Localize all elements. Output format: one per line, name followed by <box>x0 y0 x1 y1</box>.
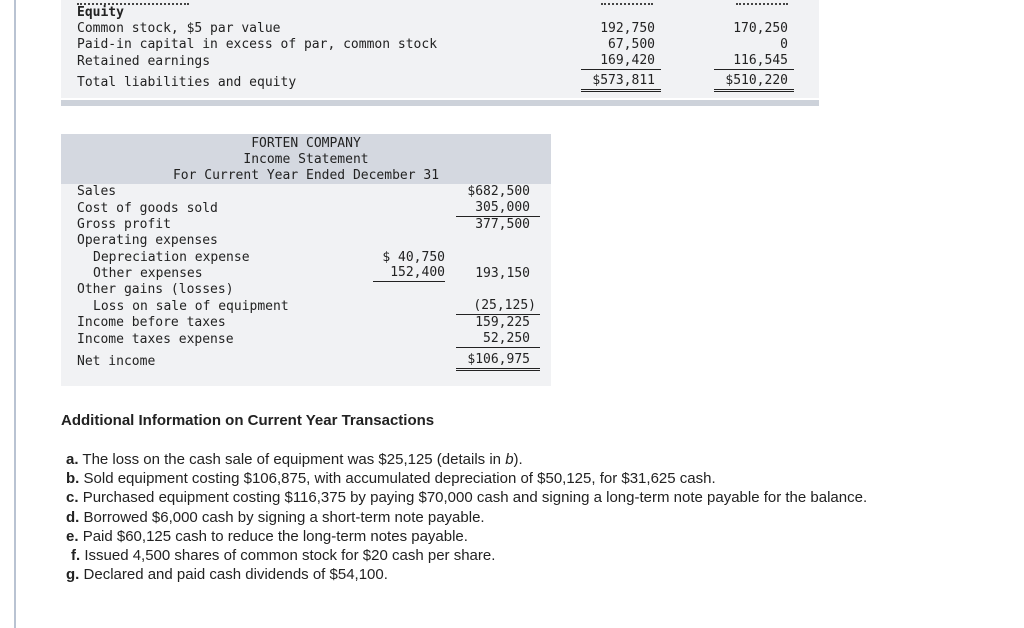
income-row-amount: 377,500 <box>475 217 530 232</box>
equity-section <box>61 0 819 98</box>
equity-heading: Equity <box>77 5 124 20</box>
income-row-label: Gross profit <box>77 217 171 232</box>
income-row-sub-amount: $ 40,750 <box>382 250 445 265</box>
income-row-sub-amount: 152,400 <box>373 265 445 282</box>
income-row-amount <box>456 298 540 315</box>
info-ref: b <box>505 451 514 468</box>
tax-value: 52,250 <box>483 331 530 346</box>
income-row-amount: 159,225 <box>475 315 530 330</box>
total-liabilities-equity-prior <box>714 73 794 92</box>
statement-title: Income Statement <box>243 152 369 167</box>
info-letter: c. <box>66 489 79 506</box>
equity-row-current: 192,750 <box>600 21 655 36</box>
info-text-end: ). <box>513 451 523 468</box>
info-letter: f. <box>71 547 81 564</box>
info-item-a <box>66 450 523 469</box>
equity-bottom-bar <box>61 100 819 106</box>
total-liabilities-equity-current <box>581 73 661 92</box>
income-row-amount: $682,500 <box>467 184 530 199</box>
info-item-g <box>66 565 388 584</box>
info-text: The loss on the cash sale of equipment was $25,125 (details in <box>82 451 506 468</box>
equity-row-label: Paid-in capital in excess of par, common stock <box>77 37 438 52</box>
info-letter: b. <box>66 470 80 487</box>
total-prior-value: $510,220 <box>725 73 788 88</box>
info-item-d <box>66 508 485 527</box>
cutoff-total-current <box>601 0 653 5</box>
additional-info-title: Additional Information on Current Year Transactions <box>61 412 435 429</box>
equity-row-prior <box>714 53 794 70</box>
net-income-amount <box>456 352 540 371</box>
cogs-value: 305,000 <box>475 200 530 215</box>
income-row-amount <box>456 200 540 217</box>
income-row-amount: 193,150 <box>475 266 530 281</box>
income-row-label: Other expenses <box>93 266 203 281</box>
equity-row-prior-value: 116,545 <box>733 53 788 68</box>
income-row-label: Cost of goods sold <box>77 201 218 216</box>
income-row-label: Income before taxes <box>77 315 226 330</box>
cutoff-total-prior <box>736 0 788 5</box>
info-item-f <box>71 546 495 565</box>
info-letter: g. <box>66 566 80 583</box>
info-text: Purchased equipment costing $116,375 by paying $70,000 cash and signing a long-term note payable for the balance. <box>82 489 868 506</box>
info-letter: a. <box>66 451 79 468</box>
info-text: Paid $60,125 cash to reduce the long-term notes payable. <box>82 528 468 545</box>
equity-row-current <box>581 53 661 70</box>
income-row-label: Other gains (losses) <box>77 282 234 297</box>
income-statement-header <box>61 134 551 184</box>
info-text: Sold equipment costing $106,875, with accumulated depreciation of $50,125, for $31,625 cash. <box>83 470 716 487</box>
info-letter: e. <box>66 528 79 545</box>
net-income-value: $106,975 <box>467 352 530 367</box>
equity-row-current-value: 169,420 <box>600 53 655 68</box>
equity-row-prior: 170,250 <box>733 21 788 36</box>
income-row-label: Sales <box>77 184 117 199</box>
income-row-label: Loss on sale of equipment <box>93 299 289 314</box>
net-income-label: Net income <box>77 354 156 369</box>
left-border <box>14 0 16 628</box>
income-statement <box>61 134 551 386</box>
loss-value: (25,125) <box>473 298 536 313</box>
equity-row-prior: 0 <box>780 37 788 52</box>
info-letter: d. <box>66 509 80 526</box>
info-item-e <box>66 527 468 546</box>
income-row-label: Depreciation expense <box>93 250 250 265</box>
info-text: Borrowed $6,000 cash by signing a short-term note payable. <box>83 509 485 526</box>
equity-row-label: Retained earnings <box>77 54 211 69</box>
info-item-b <box>66 469 716 488</box>
equity-row-current: 67,500 <box>608 37 655 52</box>
income-row-label: Operating expenses <box>77 233 218 248</box>
info-item-c <box>66 488 867 507</box>
total-liabilities-equity-label: Total liabilities and equity <box>77 75 297 90</box>
info-text: Issued 4,500 shares of common stock for $20 cash per share. <box>84 547 496 564</box>
total-current-value: $573,811 <box>592 73 655 88</box>
statement-period: For Current Year Ended December 31 <box>172 168 440 183</box>
info-text: Declared and paid cash dividends of $54,100. <box>83 566 388 583</box>
equity-row-label: Common stock, $5 par value <box>77 21 281 36</box>
income-row-label: Income taxes expense <box>77 332 234 347</box>
company-name: FORTEN COMPANY <box>251 136 361 151</box>
income-row-amount <box>456 331 540 348</box>
